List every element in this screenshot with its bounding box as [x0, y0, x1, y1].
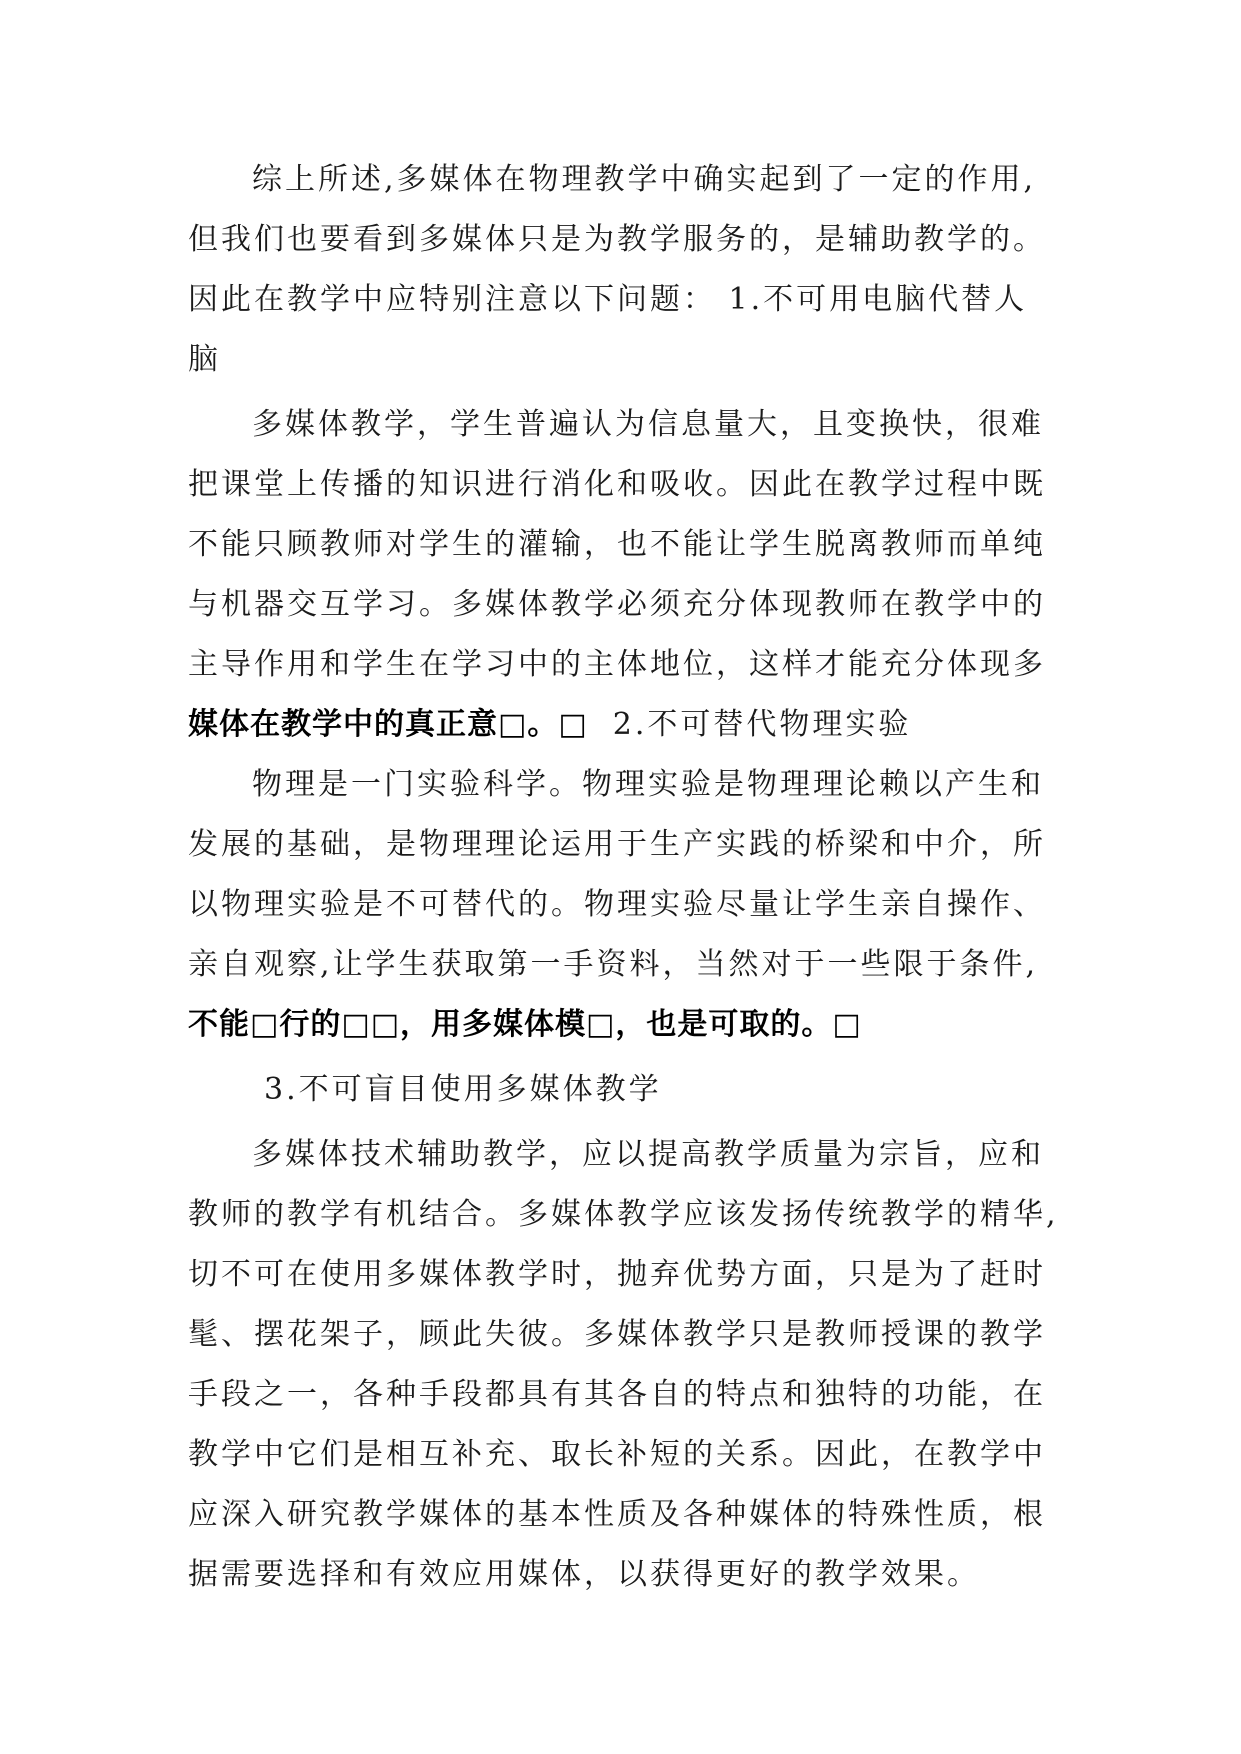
paragraph-3-line-3: 以物理实验是不可替代的。物理实验尽量让学生亲自操作、	[188, 887, 1046, 922]
heading-2: 2.不可替代物理实验	[612, 707, 912, 742]
paragraph-1-line-4: 脑	[188, 342, 221, 377]
paragraph-4-line-3: 切不可在使用多媒体教学时，抛弃优势方面，只是为了赶时	[188, 1257, 1046, 1292]
paragraph-4-line-2: 教师的教学有机结合。多媒体教学应该发扬传统教学的精华,	[188, 1197, 1059, 1232]
paragraph-1-line-2: 但我们也要看到多媒体只是为教学服务的，是辅助教学的。	[188, 222, 1046, 257]
paragraph-4-line-1: 多媒体技术辅助教学，应以提高教学质量为宗旨，应和	[252, 1137, 1044, 1172]
paragraph-2-line-3: 不能只顾教师对学生的灌输，也不能让学生脱离教师而单纯	[188, 527, 1046, 562]
paragraph-2-line-2: 把课堂上传播的知识进行消化和吸收。因此在教学过程中既	[188, 467, 1046, 502]
paragraph-3-line-5: 不能□行的□□，用多媒体模□，也是可取的。□	[188, 1007, 862, 1042]
heading-3: 3.不可盲目使用多媒体教学	[264, 1072, 662, 1107]
paragraph-4-line-8: 据需要选择和有效应用媒体，以获得更好的教学效果。	[188, 1557, 980, 1592]
paragraph-2-line-6	[188, 705, 911, 745]
paragraph-4-line-4: 髦、摆花架子，顾此失彼。多媒体教学只是教师授课的教学	[188, 1317, 1046, 1352]
paragraph-4-line-7: 应深入研究教学媒体的基本性质及各种媒体的特殊性质，根	[188, 1497, 1046, 1532]
paragraph-4-line-5: 手段之一，各种手段都具有其各自的特点和独特的功能，在	[188, 1377, 1046, 1412]
paragraph-3-line-2: 发展的基础，是物理理论运用于生产实践的桥梁和中介，所	[188, 827, 1046, 862]
paragraph-2-line-5: 主导作用和学生在学习中的主体地位，这样才能充分体现多	[188, 647, 1046, 682]
paragraph-3-line-4: 亲自观察,让学生获取第一手资料，当然对于一些限于条件,	[188, 947, 1039, 982]
paragraph-4-line-6: 教学中它们是相互补充、取长补短的关系。因此，在教学中	[188, 1437, 1046, 1472]
paragraph-1-line-1: 综上所述,多媒体在物理教学中确实起到了一定的作用,	[252, 162, 1037, 197]
paragraph-2-line-4: 与机器交互学习。多媒体教学必须充分体现教师在教学中的	[188, 587, 1046, 622]
paragraph-3-line-1: 物理是一门实验科学。物理实验是物理理论赖以产生和	[252, 767, 1044, 802]
paragraph-2-bold-ending: 媒体在教学中的真正意□。□	[188, 707, 588, 742]
paragraph-1-line-3: 因此在教学中应特别注意以下问题： 1.不可用电脑代替人	[188, 282, 1028, 317]
paragraph-2-line-1: 多媒体教学，学生普遍认为信息量大，且变换快，很难	[252, 407, 1044, 442]
